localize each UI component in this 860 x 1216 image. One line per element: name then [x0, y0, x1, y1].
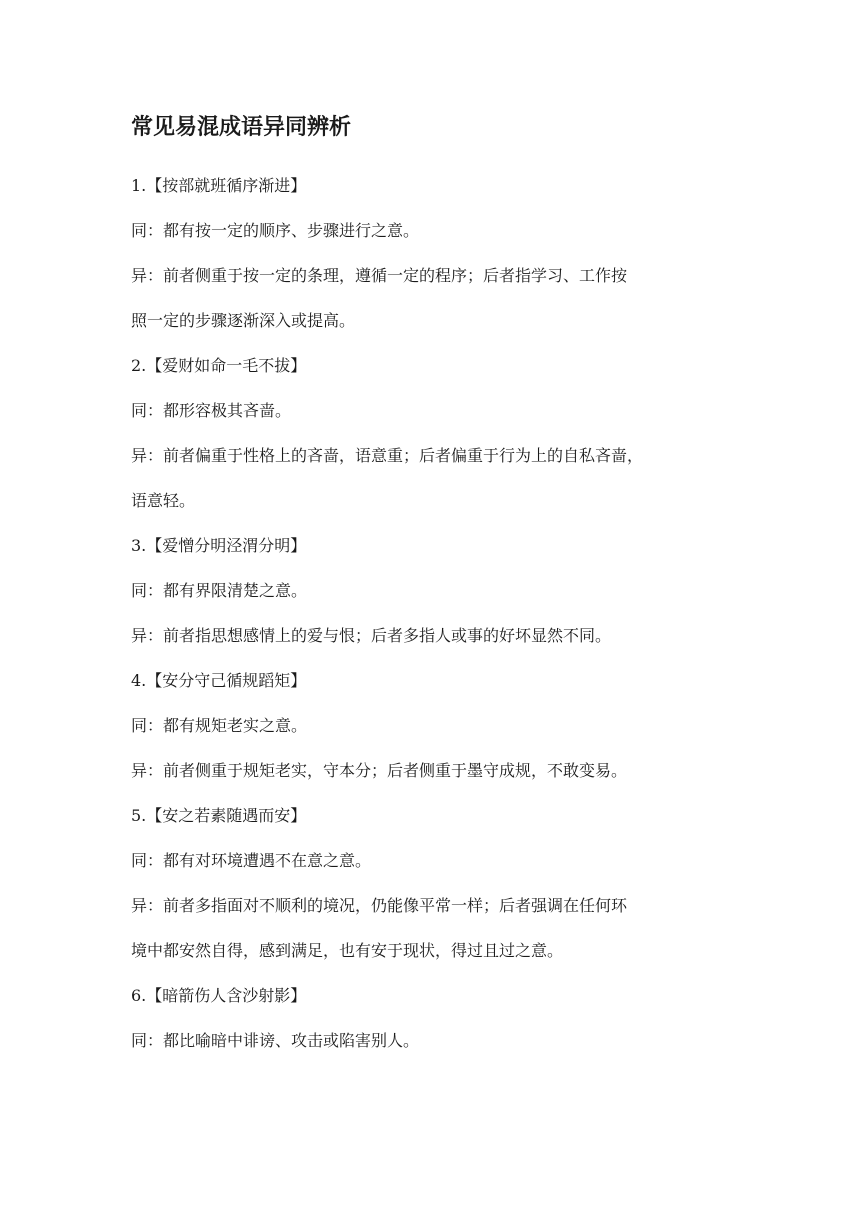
entry-3: [131, 534, 731, 648]
entry-similarity: 同：都形容极其吝啬。: [131, 401, 292, 420]
entry-similarity: 同：都有规矩老实之意。: [131, 716, 308, 735]
entry-1: [131, 174, 731, 333]
entry-similarity: 同：都有对环境遭遇不在意之意。: [131, 851, 372, 870]
entry-heading: 1.【按部就班循序渐进】: [131, 176, 307, 195]
entry-similarity: 同：都有按一定的顺序、步骤进行之意。: [131, 221, 420, 240]
document-body: [131, 174, 731, 1074]
entry-difference-line: 异：前者偏重于性格上的吝啬，语意重；后者偏重于行为上的自私吝啬，: [131, 446, 644, 465]
entry-similarity: 同：都有界限清楚之意。: [131, 581, 308, 600]
entry-difference-line: 异：前者指思想感情上的爱与恨；后者多指人或事的好坏显然不同。: [131, 626, 612, 645]
entry-similarity: 同：都比喻暗中诽谤、攻击或陷害别人。: [131, 1031, 420, 1050]
entry-4: [131, 669, 731, 783]
entry-heading: 5.【安之若素随遇而安】: [131, 806, 307, 825]
entry-difference-line: 异：前者侧重于规矩老实，守本分；后者侧重于墨守成规，不敢变易。: [131, 761, 628, 780]
entry-2: [131, 354, 731, 513]
entry-difference-line: 语意轻。: [131, 491, 196, 510]
document-title: 常见易混成语异同辨析: [131, 115, 352, 140]
entry-difference-line: 异：前者多指面对不顺利的境况，仍能像平常一样；后者强调在任何环: [131, 896, 628, 915]
entry-5: [131, 804, 731, 963]
entry-difference-line: 异：前者侧重于按一定的条理，遵循一定的程序；后者指学习、工作按: [131, 266, 628, 285]
entry-6: [131, 984, 731, 1053]
entry-heading: 3.【爱憎分明泾渭分明】: [131, 536, 307, 555]
entry-difference-line: 境中都安然自得，感到满足，也有安于现状，得过且过之意。: [131, 941, 564, 960]
entry-heading: 6.【暗箭伤人含沙射影】: [131, 986, 307, 1005]
entry-heading: 2.【爱财如命一毛不拔】: [131, 356, 307, 375]
entry-difference-line: 照一定的步骤逐渐深入或提高。: [131, 311, 356, 330]
entry-heading: 4.【安分守己循规蹈矩】: [131, 671, 307, 690]
